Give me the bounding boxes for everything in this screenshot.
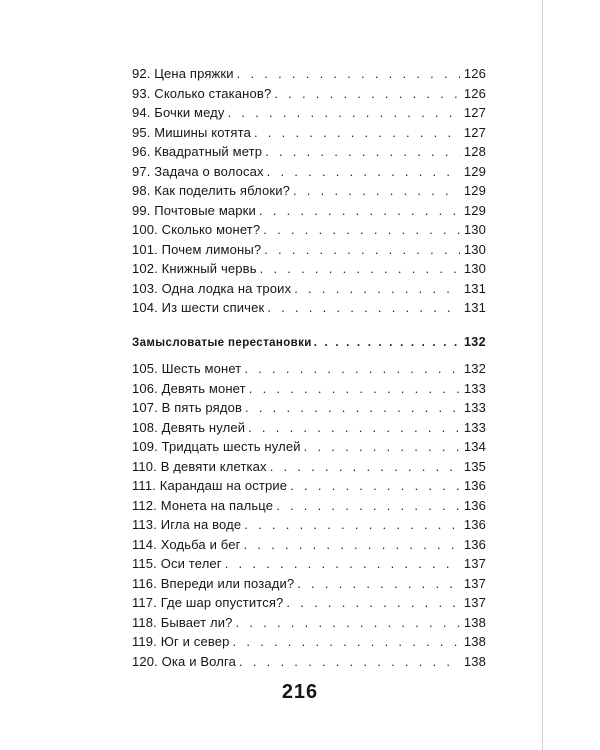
dot-leader (267, 300, 460, 315)
toc-entry-page: 130 (463, 222, 486, 237)
toc-entry-title: 120. Ока и Волга (132, 653, 237, 669)
section-heading (132, 335, 486, 349)
dot-leader (294, 281, 460, 296)
toc-list-part-one (132, 66, 486, 320)
dot-leader (236, 615, 460, 630)
toc-entry-page: 126 (463, 66, 486, 81)
toc-entry-page: 127 (463, 105, 486, 120)
dot-leader (267, 164, 460, 179)
toc-entry (132, 261, 486, 281)
toc-entry (132, 654, 486, 674)
dot-leader (274, 86, 460, 101)
toc-entry-title: 117. Где шар опустится? (132, 595, 284, 610)
toc-entry (132, 183, 486, 203)
section-title: Замысловатые перестановки (132, 337, 312, 349)
toc-entry-title: 95. Мишины котята (132, 124, 251, 140)
toc-entry-page: 138 (463, 634, 486, 649)
dot-leader (244, 361, 459, 376)
dot-leader (244, 517, 460, 532)
toc-entry-page: 129 (463, 183, 486, 198)
toc-entry-page: 127 (463, 124, 486, 140)
toc-entry (132, 537, 486, 557)
toc-entry (132, 203, 486, 223)
dot-leader (259, 203, 460, 218)
toc-entry-title: 109. Тридцать шесть нулей (132, 439, 301, 454)
toc-entry-page: 132 (463, 361, 486, 376)
dot-leader (243, 537, 459, 552)
toc-entry (132, 439, 486, 459)
toc-entry-title: 108. Девять нулей (132, 419, 246, 435)
page-edge-line (542, 0, 543, 750)
toc-entry-title: 110. В девяти клетках (132, 458, 267, 474)
toc-entry-page: 138 (463, 653, 486, 669)
dot-leader (276, 498, 460, 513)
toc-entry (132, 222, 486, 242)
dot-leader (248, 420, 460, 435)
toc-entry (132, 400, 486, 420)
toc-entry-title: 100. Сколько монет? (132, 222, 261, 237)
toc-entry-page: 133 (463, 380, 486, 396)
toc-entry-page: 134 (463, 439, 486, 454)
toc-entry (132, 498, 486, 518)
dot-leader (304, 439, 460, 454)
toc-entry (132, 164, 486, 184)
dot-leader (270, 459, 460, 474)
dot-leader (297, 576, 460, 591)
toc-entry-title: 104. Из шести спичек (132, 300, 265, 315)
toc-entry-title: 119. Юг и север (132, 634, 230, 649)
toc-entry-title: 96. Квадратный метр (132, 144, 263, 159)
toc-entry-title: 116. Впереди или позади? (132, 575, 295, 591)
toc-entry (132, 300, 486, 320)
toc-entry (132, 381, 486, 401)
toc-entry (132, 615, 486, 635)
dot-leader (239, 654, 460, 669)
toc-list-part-two (132, 361, 486, 673)
toc-entry-page: 131 (463, 300, 486, 315)
toc-entry-page: 131 (463, 280, 486, 296)
dot-leader (249, 381, 460, 396)
toc-entry (132, 556, 486, 576)
toc-entry (132, 281, 486, 301)
toc-entry (132, 105, 486, 125)
toc-entry-title: 112. Монета на пальце (132, 497, 274, 513)
toc-entry-title: 113. Игла на воде (132, 517, 242, 532)
dot-leader (225, 556, 460, 571)
toc-entry-title: 106. Девять монет (132, 380, 246, 396)
toc-entry-title: 93. Сколько стаканов? (132, 85, 272, 101)
toc-entry (132, 86, 486, 106)
toc-entry-title: 103. Одна лодка на троих (132, 280, 292, 296)
dot-leader (245, 400, 460, 415)
toc-entry-title: 115. Оси телег (132, 556, 222, 571)
toc-entry (132, 459, 486, 479)
toc-entry-page: 126 (463, 85, 486, 101)
toc-entry-title: 114. Ходьба и бег (132, 536, 241, 552)
section-page: 132 (463, 335, 486, 349)
dot-leader (233, 634, 460, 649)
dot-leader (237, 66, 460, 81)
toc-entry (132, 595, 486, 615)
toc-entry-page: 133 (463, 419, 486, 435)
page-number: 216 (281, 681, 319, 703)
toc-entry-page: 130 (463, 261, 486, 276)
toc-entry (132, 242, 486, 262)
toc-entry (132, 517, 486, 537)
toc-entry (132, 478, 486, 498)
toc-entry-title: 97. Задача о волосах (132, 163, 264, 179)
toc-entry-title: 118. Бывает ли? (132, 614, 233, 630)
toc-entry (132, 634, 486, 654)
toc-entry-page: 137 (463, 595, 486, 610)
toc-entry (132, 576, 486, 596)
dot-leader (314, 337, 461, 349)
toc-entry-page: 133 (463, 400, 486, 415)
dot-leader (265, 144, 460, 159)
toc-entry-page: 137 (463, 556, 486, 571)
toc-entry (132, 420, 486, 440)
toc-entry-page: 130 (463, 241, 486, 257)
toc-entry-title: 102. Книжный червь (132, 261, 257, 276)
toc-entry-page: 129 (463, 163, 486, 179)
toc-entry (132, 66, 486, 86)
dot-leader (290, 478, 460, 493)
dot-leader (264, 242, 460, 257)
toc-entry (132, 125, 486, 145)
toc-entry-page: 136 (463, 536, 486, 552)
dot-leader (260, 261, 460, 276)
toc-entry-title: 98. Как поделить яблоки? (132, 183, 290, 198)
toc-entry-page: 136 (463, 497, 486, 513)
toc-entry-title: 99. Почтовые марки (132, 202, 256, 218)
toc-entry (132, 361, 486, 381)
toc-entry-title: 94. Бочки меду (132, 105, 225, 120)
toc-entry-title: 101. Почем лимоны? (132, 241, 262, 257)
dot-leader (254, 125, 460, 140)
toc-entry-title: 105. Шесть монет (132, 361, 242, 376)
dot-leader (286, 595, 459, 610)
toc-entry-page: 129 (463, 202, 486, 218)
toc-entry-page: 128 (463, 144, 486, 159)
toc-entry-title: 92. Цена пряжки (132, 66, 234, 81)
toc-entry-page: 137 (463, 575, 486, 591)
dot-leader (263, 222, 460, 237)
toc-entry-page: 136 (463, 478, 486, 493)
toc-entry-page: 135 (463, 458, 486, 474)
toc-entry-title: 111. Карандаш на острие (132, 478, 288, 493)
dot-leader (228, 105, 460, 120)
toc-entry (132, 144, 486, 164)
toc-entry-title: 107. В пять рядов (132, 400, 243, 415)
toc-entry-page: 136 (463, 517, 486, 532)
dot-leader (293, 183, 460, 198)
toc-entry-page: 138 (463, 614, 486, 630)
